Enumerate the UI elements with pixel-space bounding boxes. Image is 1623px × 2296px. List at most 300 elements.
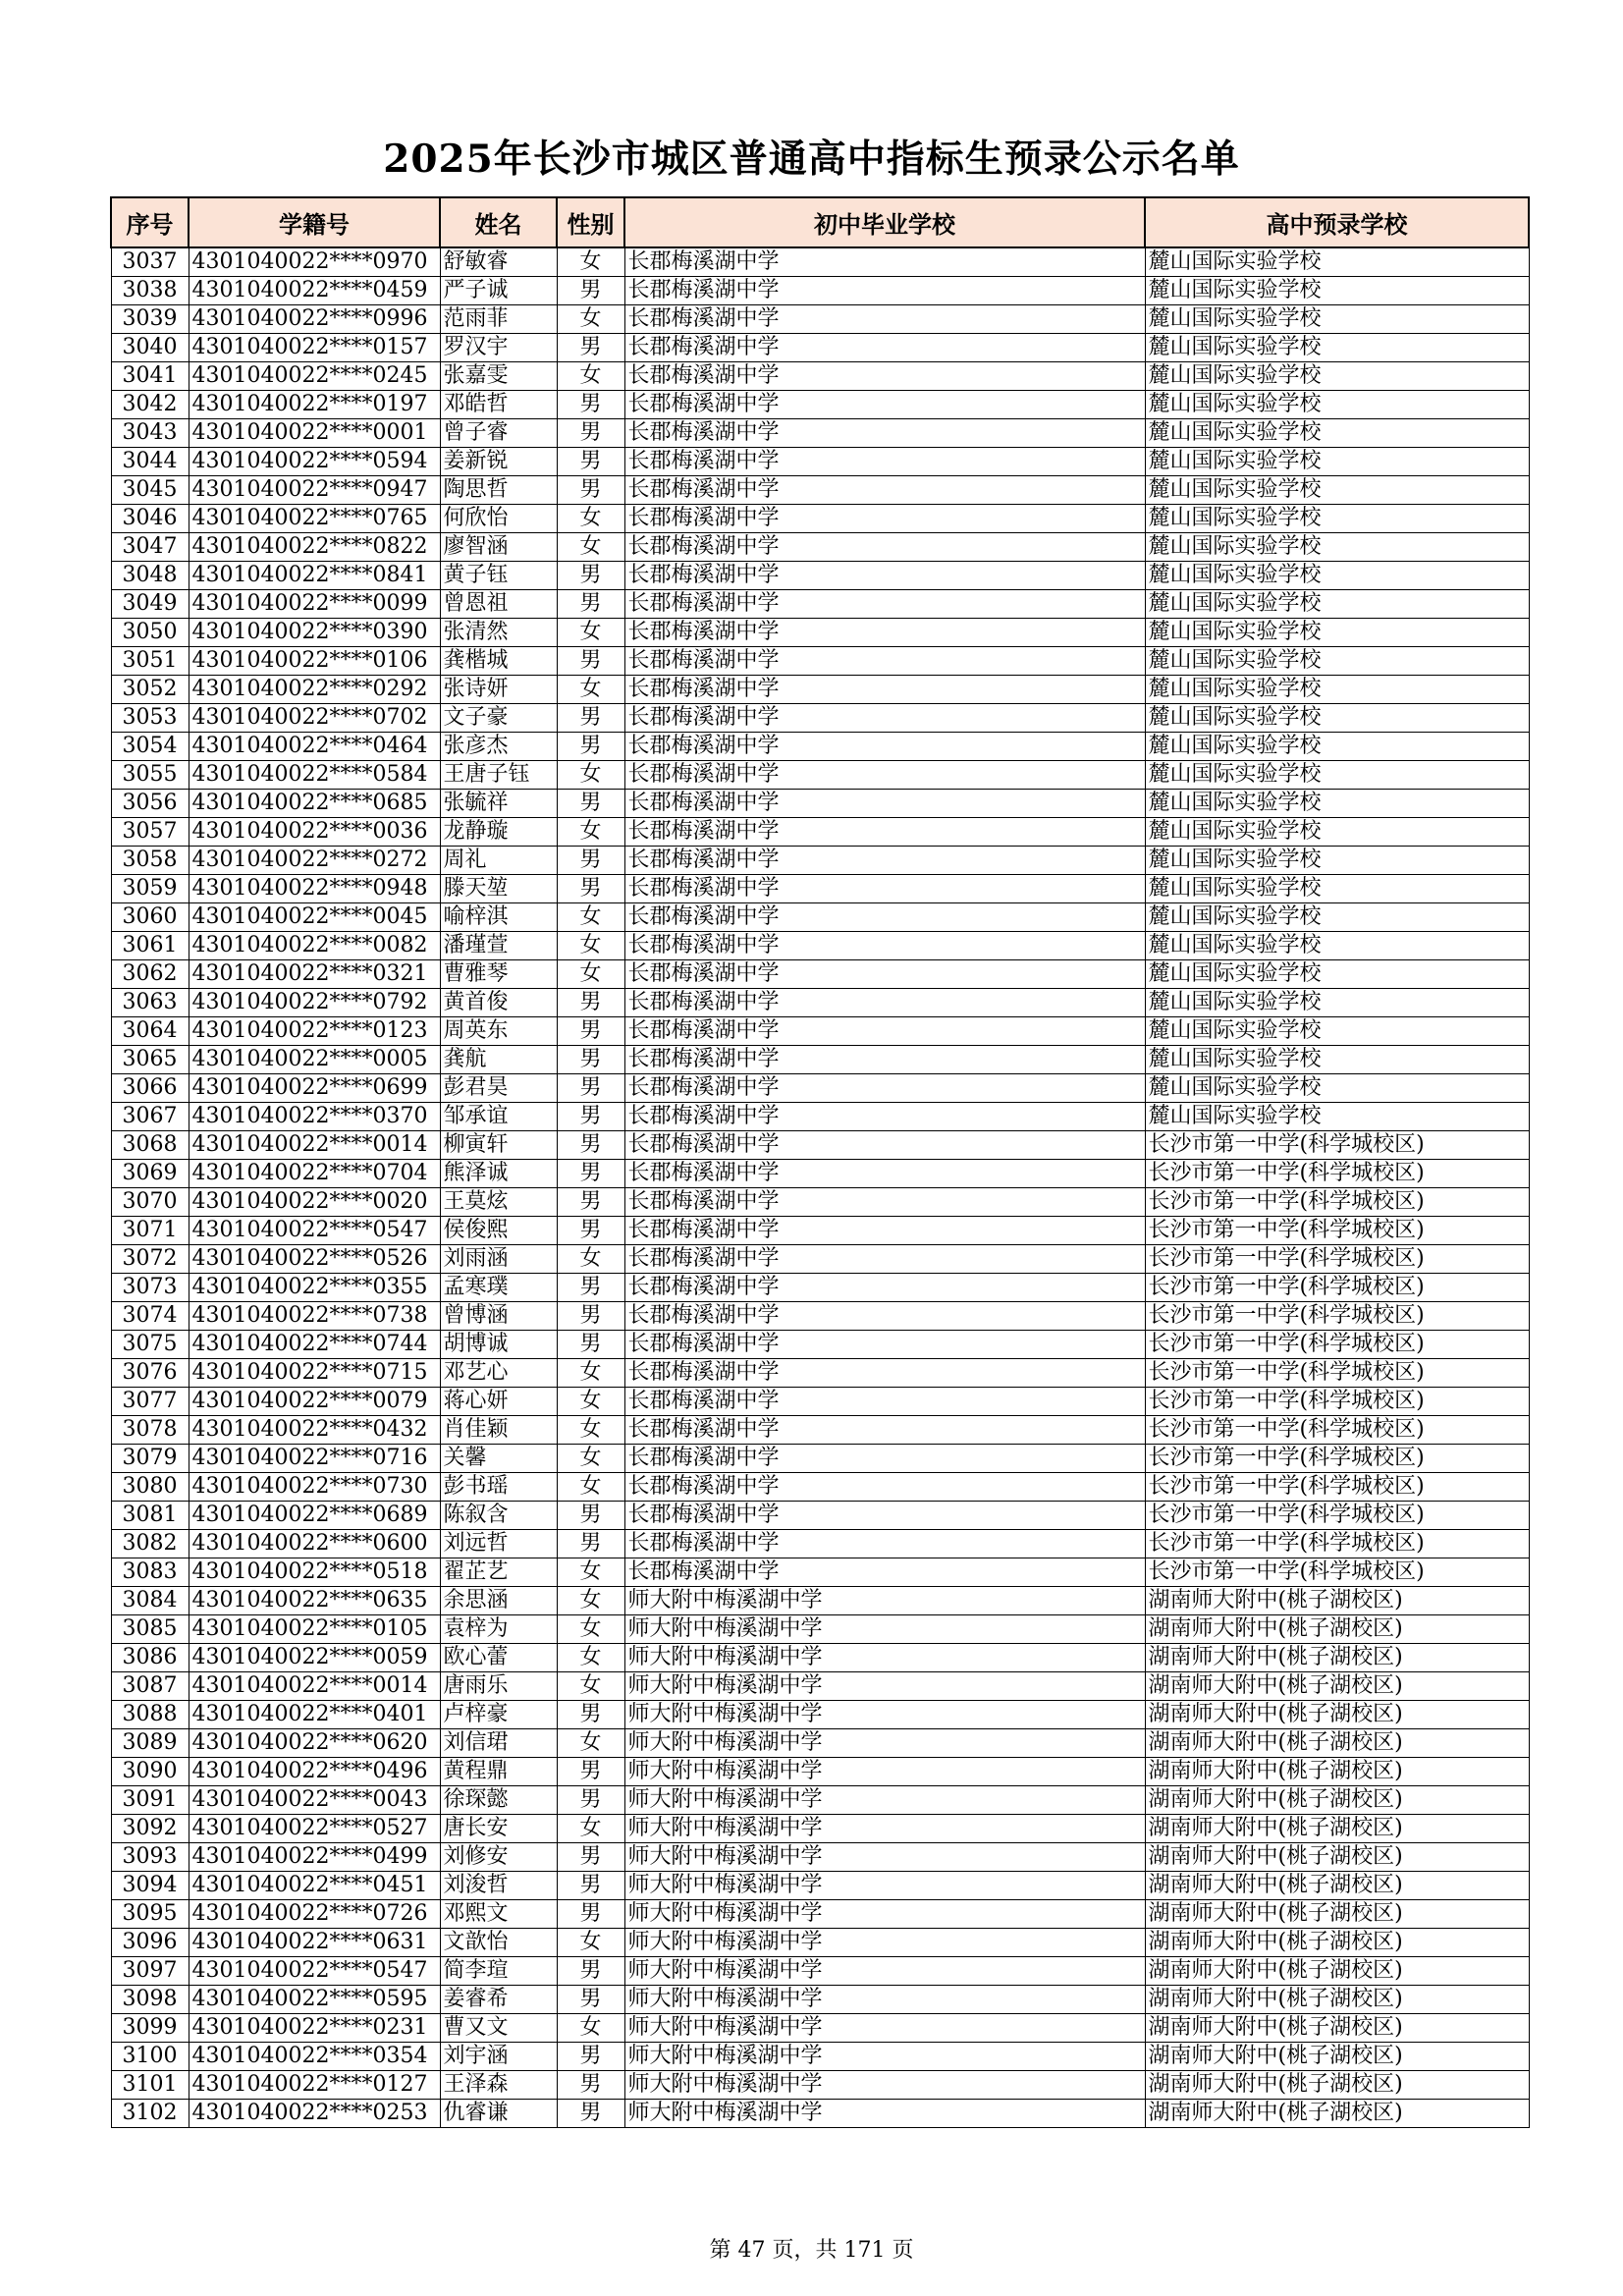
cell-seq: 3059 bbox=[111, 875, 189, 903]
cell-seq: 3042 bbox=[111, 391, 189, 419]
cell-gender: 女 bbox=[557, 1729, 624, 1758]
cell-junior-school: 长郡梅溪湖中学 bbox=[624, 1473, 1145, 1502]
cell-gender: 女 bbox=[557, 1245, 624, 1274]
cell-gender: 男 bbox=[557, 2100, 624, 2128]
cell-senior-school: 麓山国际实验学校 bbox=[1145, 391, 1529, 419]
cell-gender: 男 bbox=[557, 647, 624, 676]
cell-junior-school: 长郡梅溪湖中学 bbox=[624, 1558, 1145, 1587]
cell-gender: 男 bbox=[557, 1046, 624, 1074]
cell-name: 蒋心妍 bbox=[440, 1388, 557, 1416]
cell-junior-school: 师大附中梅溪湖中学 bbox=[624, 1815, 1145, 1843]
cell-name: 关馨 bbox=[440, 1445, 557, 1473]
cell-name: 翟芷艺 bbox=[440, 1558, 557, 1587]
cell-name: 罗汉宇 bbox=[440, 334, 557, 362]
cell-student-id: 4301040022****0123 bbox=[189, 1017, 440, 1046]
cell-seq: 3091 bbox=[111, 1786, 189, 1815]
cell-junior-school: 长郡梅溪湖中学 bbox=[624, 761, 1145, 790]
cell-name: 周英东 bbox=[440, 1017, 557, 1046]
table-row bbox=[111, 1074, 1529, 1103]
cell-student-id: 4301040022****0496 bbox=[189, 1758, 440, 1786]
cell-student-id: 4301040022****0292 bbox=[189, 676, 440, 704]
cell-junior-school: 长郡梅溪湖中学 bbox=[624, 875, 1145, 903]
cell-name: 刘浚哲 bbox=[440, 1872, 557, 1900]
cell-senior-school: 湖南师大附中(桃子湖校区) bbox=[1145, 1701, 1529, 1729]
cell-seq: 3075 bbox=[111, 1331, 189, 1359]
cell-senior-school: 湖南师大附中(桃子湖校区) bbox=[1145, 1587, 1529, 1615]
cell-seq: 3092 bbox=[111, 1815, 189, 1843]
cell-gender: 男 bbox=[557, 1017, 624, 1046]
cell-seq: 3094 bbox=[111, 1872, 189, 1900]
header-gender: 性别 bbox=[557, 197, 624, 247]
cell-junior-school: 长郡梅溪湖中学 bbox=[624, 1274, 1145, 1302]
cell-gender: 男 bbox=[557, 1103, 624, 1131]
cell-seq: 3051 bbox=[111, 647, 189, 676]
table-row bbox=[111, 1359, 1529, 1388]
cell-name: 刘雨涵 bbox=[440, 1245, 557, 1274]
cell-junior-school: 师大附中梅溪湖中学 bbox=[624, 1672, 1145, 1701]
cell-senior-school: 长沙市第一中学(科学城校区) bbox=[1145, 1530, 1529, 1558]
cell-junior-school: 长郡梅溪湖中学 bbox=[624, 790, 1145, 818]
cell-senior-school: 湖南师大附中(桃子湖校区) bbox=[1145, 1672, 1529, 1701]
cell-senior-school: 湖南师大附中(桃子湖校区) bbox=[1145, 1986, 1529, 2014]
cell-junior-school: 长郡梅溪湖中学 bbox=[624, 647, 1145, 676]
cell-senior-school: 麓山国际实验学校 bbox=[1145, 334, 1529, 362]
cell-gender: 女 bbox=[557, 676, 624, 704]
cell-student-id: 4301040022****0792 bbox=[189, 989, 440, 1017]
cell-gender: 女 bbox=[557, 1929, 624, 1957]
cell-student-id: 4301040022****0014 bbox=[189, 1672, 440, 1701]
cell-gender: 女 bbox=[557, 2014, 624, 2043]
cell-gender: 男 bbox=[557, 1758, 624, 1786]
cell-senior-school: 麓山国际实验学校 bbox=[1145, 247, 1529, 277]
cell-senior-school: 长沙市第一中学(科学城校区) bbox=[1145, 1473, 1529, 1502]
cell-name: 邹承谊 bbox=[440, 1103, 557, 1131]
cell-seq: 3073 bbox=[111, 1274, 189, 1302]
cell-name: 刘信珺 bbox=[440, 1729, 557, 1758]
cell-junior-school: 长郡梅溪湖中学 bbox=[624, 562, 1145, 590]
cell-seq: 3071 bbox=[111, 1217, 189, 1245]
cell-student-id: 4301040022****0045 bbox=[189, 903, 440, 932]
cell-seq: 3039 bbox=[111, 305, 189, 334]
cell-name: 胡博诚 bbox=[440, 1331, 557, 1359]
cell-senior-school: 湖南师大附中(桃子湖校区) bbox=[1145, 1929, 1529, 1957]
cell-senior-school: 麓山国际实验学校 bbox=[1145, 733, 1529, 761]
cell-seq: 3060 bbox=[111, 903, 189, 932]
cell-junior-school: 师大附中梅溪湖中学 bbox=[624, 2043, 1145, 2071]
admission-table bbox=[110, 196, 1530, 2128]
cell-gender: 女 bbox=[557, 1615, 624, 1644]
table-row bbox=[111, 1729, 1529, 1758]
cell-name: 文子豪 bbox=[440, 704, 557, 733]
cell-senior-school: 湖南师大附中(桃子湖校区) bbox=[1145, 2043, 1529, 2071]
cell-junior-school: 长郡梅溪湖中学 bbox=[624, 1046, 1145, 1074]
table-row bbox=[111, 1473, 1529, 1502]
cell-seq: 3050 bbox=[111, 619, 189, 647]
cell-senior-school: 麓山国际实验学校 bbox=[1145, 704, 1529, 733]
cell-gender: 男 bbox=[557, 391, 624, 419]
cell-name: 唐雨乐 bbox=[440, 1672, 557, 1701]
cell-name: 王泽森 bbox=[440, 2071, 557, 2100]
cell-gender: 男 bbox=[557, 1786, 624, 1815]
cell-name: 刘修安 bbox=[440, 1843, 557, 1872]
cell-student-id: 4301040022****0547 bbox=[189, 1217, 440, 1245]
cell-name: 姜新锐 bbox=[440, 448, 557, 476]
cell-junior-school: 长郡梅溪湖中学 bbox=[624, 676, 1145, 704]
table-body bbox=[111, 247, 1529, 2128]
cell-name: 侯俊熙 bbox=[440, 1217, 557, 1245]
cell-student-id: 4301040022****0059 bbox=[189, 1644, 440, 1672]
page-footer: 第 47 页，共 171 页 bbox=[709, 2238, 914, 2263]
cell-junior-school: 长郡梅溪湖中学 bbox=[624, 1103, 1145, 1131]
table-row bbox=[111, 1701, 1529, 1729]
cell-senior-school: 麓山国际实验学校 bbox=[1145, 619, 1529, 647]
cell-junior-school: 长郡梅溪湖中学 bbox=[624, 277, 1145, 305]
cell-seq: 3053 bbox=[111, 704, 189, 733]
cell-seq: 3043 bbox=[111, 419, 189, 448]
cell-senior-school: 长沙市第一中学(科学城校区) bbox=[1145, 1445, 1529, 1473]
table-row bbox=[111, 247, 1529, 277]
cell-gender: 女 bbox=[557, 960, 624, 989]
cell-seq: 3077 bbox=[111, 1388, 189, 1416]
table-row bbox=[111, 1843, 1529, 1872]
table-row bbox=[111, 1502, 1529, 1530]
cell-gender: 男 bbox=[557, 1131, 624, 1160]
cell-senior-school: 麓山国际实验学校 bbox=[1145, 847, 1529, 875]
cell-junior-school: 师大附中梅溪湖中学 bbox=[624, 1644, 1145, 1672]
table-row bbox=[111, 334, 1529, 362]
cell-seq: 3088 bbox=[111, 1701, 189, 1729]
cell-seq: 3048 bbox=[111, 562, 189, 590]
cell-seq: 3083 bbox=[111, 1558, 189, 1587]
cell-junior-school: 长郡梅溪湖中学 bbox=[624, 448, 1145, 476]
cell-student-id: 4301040022****0272 bbox=[189, 847, 440, 875]
cell-name: 余思涵 bbox=[440, 1587, 557, 1615]
table-row bbox=[111, 505, 1529, 533]
table-row bbox=[111, 1986, 1529, 2014]
table-row bbox=[111, 1245, 1529, 1274]
cell-gender: 女 bbox=[557, 1388, 624, 1416]
table-row bbox=[111, 1672, 1529, 1701]
cell-name: 彭君昊 bbox=[440, 1074, 557, 1103]
cell-student-id: 4301040022****0401 bbox=[189, 1701, 440, 1729]
cell-senior-school: 麓山国际实验学校 bbox=[1145, 790, 1529, 818]
cell-senior-school: 麓山国际实验学校 bbox=[1145, 761, 1529, 790]
cell-gender: 女 bbox=[557, 1558, 624, 1587]
table-row bbox=[111, 1872, 1529, 1900]
cell-gender: 男 bbox=[557, 562, 624, 590]
cell-seq: 3067 bbox=[111, 1103, 189, 1131]
cell-senior-school: 麓山国际实验学校 bbox=[1145, 1046, 1529, 1074]
cell-name: 张清然 bbox=[440, 619, 557, 647]
cell-junior-school: 师大附中梅溪湖中学 bbox=[624, 1929, 1145, 1957]
cell-name: 张彦杰 bbox=[440, 733, 557, 761]
cell-name: 潘瑾萱 bbox=[440, 932, 557, 960]
cell-senior-school: 麓山国际实验学校 bbox=[1145, 818, 1529, 847]
cell-student-id: 4301040022****0459 bbox=[189, 277, 440, 305]
cell-gender: 女 bbox=[557, 1416, 624, 1445]
cell-name: 文歆怡 bbox=[440, 1929, 557, 1957]
table-row bbox=[111, 1046, 1529, 1074]
cell-junior-school: 长郡梅溪湖中学 bbox=[624, 247, 1145, 277]
cell-seq: 3069 bbox=[111, 1160, 189, 1188]
cell-student-id: 4301040022****0600 bbox=[189, 1530, 440, 1558]
cell-senior-school: 麓山国际实验学校 bbox=[1145, 932, 1529, 960]
table-row bbox=[111, 733, 1529, 761]
cell-name: 邓艺心 bbox=[440, 1359, 557, 1388]
cell-gender: 女 bbox=[557, 818, 624, 847]
cell-name: 刘宇涵 bbox=[440, 2043, 557, 2071]
cell-junior-school: 师大附中梅溪湖中学 bbox=[624, 2014, 1145, 2043]
cell-student-id: 4301040022****0354 bbox=[189, 2043, 440, 2071]
cell-senior-school: 长沙市第一中学(科学城校区) bbox=[1145, 1188, 1529, 1217]
cell-senior-school: 长沙市第一中学(科学城校区) bbox=[1145, 1331, 1529, 1359]
cell-senior-school: 湖南师大附中(桃子湖校区) bbox=[1145, 1786, 1529, 1815]
table-row bbox=[111, 1274, 1529, 1302]
cell-name: 廖智涵 bbox=[440, 533, 557, 562]
table-row bbox=[111, 2043, 1529, 2071]
table-row bbox=[111, 277, 1529, 305]
cell-seq: 3046 bbox=[111, 505, 189, 533]
table-row bbox=[111, 448, 1529, 476]
cell-senior-school: 湖南师大附中(桃子湖校区) bbox=[1145, 1957, 1529, 1986]
cell-name: 曹又文 bbox=[440, 2014, 557, 2043]
cell-student-id: 4301040022****0001 bbox=[189, 419, 440, 448]
cell-junior-school: 长郡梅溪湖中学 bbox=[624, 362, 1145, 391]
cell-junior-school: 长郡梅溪湖中学 bbox=[624, 989, 1145, 1017]
cell-senior-school: 麓山国际实验学校 bbox=[1145, 1017, 1529, 1046]
table-row bbox=[111, 1445, 1529, 1473]
cell-junior-school: 长郡梅溪湖中学 bbox=[624, 932, 1145, 960]
cell-student-id: 4301040022****0689 bbox=[189, 1502, 440, 1530]
cell-seq: 3082 bbox=[111, 1530, 189, 1558]
table-row bbox=[111, 1558, 1529, 1587]
cell-seq: 3097 bbox=[111, 1957, 189, 1986]
cell-junior-school: 师大附中梅溪湖中学 bbox=[624, 1786, 1145, 1815]
table-row bbox=[111, 790, 1529, 818]
table-row bbox=[111, 1188, 1529, 1217]
cell-student-id: 4301040022****0584 bbox=[189, 761, 440, 790]
cell-junior-school: 长郡梅溪湖中学 bbox=[624, 818, 1145, 847]
table-row bbox=[111, 362, 1529, 391]
cell-gender: 女 bbox=[557, 1587, 624, 1615]
cell-gender: 男 bbox=[557, 1900, 624, 1929]
cell-senior-school: 麓山国际实验学校 bbox=[1145, 647, 1529, 676]
cell-student-id: 4301040022****0253 bbox=[189, 2100, 440, 2128]
page-title: 2025年长沙市城区普通高中指标生预录公示名单 bbox=[383, 137, 1240, 182]
cell-seq: 3086 bbox=[111, 1644, 189, 1672]
cell-junior-school: 长郡梅溪湖中学 bbox=[624, 619, 1145, 647]
cell-student-id: 4301040022****0014 bbox=[189, 1131, 440, 1160]
cell-junior-school: 长郡梅溪湖中学 bbox=[624, 1160, 1145, 1188]
cell-name: 周礼 bbox=[440, 847, 557, 875]
cell-senior-school: 湖南师大附中(桃子湖校区) bbox=[1145, 2071, 1529, 2100]
cell-gender: 男 bbox=[557, 790, 624, 818]
cell-name: 何欣怡 bbox=[440, 505, 557, 533]
cell-junior-school: 师大附中梅溪湖中学 bbox=[624, 1615, 1145, 1644]
cell-student-id: 4301040022****0738 bbox=[189, 1302, 440, 1331]
cell-student-id: 4301040022****0526 bbox=[189, 1245, 440, 1274]
cell-gender: 男 bbox=[557, 2043, 624, 2071]
cell-gender: 女 bbox=[557, 619, 624, 647]
cell-senior-school: 湖南师大附中(桃子湖校区) bbox=[1145, 1729, 1529, 1758]
cell-name: 曾恩祖 bbox=[440, 590, 557, 619]
table-row bbox=[111, 1615, 1529, 1644]
cell-gender: 男 bbox=[557, 1701, 624, 1729]
cell-student-id: 4301040022****0005 bbox=[189, 1046, 440, 1074]
cell-senior-school: 麓山国际实验学校 bbox=[1145, 903, 1529, 932]
cell-gender: 男 bbox=[557, 1872, 624, 1900]
cell-name: 黄首俊 bbox=[440, 989, 557, 1017]
cell-name: 柳寅轩 bbox=[440, 1131, 557, 1160]
cell-senior-school: 麓山国际实验学校 bbox=[1145, 305, 1529, 334]
cell-junior-school: 师大附中梅溪湖中学 bbox=[624, 1900, 1145, 1929]
cell-student-id: 4301040022****0822 bbox=[189, 533, 440, 562]
cell-gender: 女 bbox=[557, 505, 624, 533]
cell-student-id: 4301040022****0547 bbox=[189, 1957, 440, 1986]
cell-student-id: 4301040022****0699 bbox=[189, 1074, 440, 1103]
table-row bbox=[111, 419, 1529, 448]
cell-student-id: 4301040022****0527 bbox=[189, 1815, 440, 1843]
cell-senior-school: 麓山国际实验学校 bbox=[1145, 875, 1529, 903]
cell-junior-school: 长郡梅溪湖中学 bbox=[624, 903, 1145, 932]
cell-seq: 3078 bbox=[111, 1416, 189, 1445]
cell-student-id: 4301040022****0079 bbox=[189, 1388, 440, 1416]
cell-junior-school: 师大附中梅溪湖中学 bbox=[624, 1957, 1145, 1986]
cell-junior-school: 师大附中梅溪湖中学 bbox=[624, 1758, 1145, 1786]
cell-seq: 3049 bbox=[111, 590, 189, 619]
cell-seq: 3041 bbox=[111, 362, 189, 391]
table-row bbox=[111, 1758, 1529, 1786]
cell-student-id: 4301040022****0744 bbox=[189, 1331, 440, 1359]
cell-senior-school: 长沙市第一中学(科学城校区) bbox=[1145, 1274, 1529, 1302]
cell-student-id: 4301040022****0355 bbox=[189, 1274, 440, 1302]
cell-student-id: 4301040022****0499 bbox=[189, 1843, 440, 1872]
table-row bbox=[111, 590, 1529, 619]
cell-name: 卢梓豪 bbox=[440, 1701, 557, 1729]
cell-seq: 3054 bbox=[111, 733, 189, 761]
header-junior-school: 初中毕业学校 bbox=[624, 197, 1145, 247]
cell-seq: 3063 bbox=[111, 989, 189, 1017]
cell-name: 姜睿希 bbox=[440, 1986, 557, 2014]
cell-student-id: 4301040022****0631 bbox=[189, 1929, 440, 1957]
header-seq: 序号 bbox=[111, 197, 189, 247]
cell-gender: 男 bbox=[557, 847, 624, 875]
table-row bbox=[111, 562, 1529, 590]
cell-student-id: 4301040022****0595 bbox=[189, 1986, 440, 2014]
cell-seq: 3099 bbox=[111, 2014, 189, 2043]
cell-gender: 女 bbox=[557, 1445, 624, 1473]
cell-name: 喻梓淇 bbox=[440, 903, 557, 932]
cell-senior-school: 麓山国际实验学校 bbox=[1145, 362, 1529, 391]
cell-junior-school: 长郡梅溪湖中学 bbox=[624, 1502, 1145, 1530]
cell-name: 张嘉雯 bbox=[440, 362, 557, 391]
cell-gender: 男 bbox=[557, 590, 624, 619]
cell-junior-school: 长郡梅溪湖中学 bbox=[624, 419, 1145, 448]
cell-name: 严子诚 bbox=[440, 277, 557, 305]
cell-name: 徐琛懿 bbox=[440, 1786, 557, 1815]
cell-student-id: 4301040022****0231 bbox=[189, 2014, 440, 2043]
table-header-row bbox=[111, 197, 1529, 247]
cell-seq: 3061 bbox=[111, 932, 189, 960]
table-row bbox=[111, 761, 1529, 790]
table-row bbox=[111, 1644, 1529, 1672]
cell-gender: 男 bbox=[557, 2071, 624, 2100]
cell-gender: 男 bbox=[557, 733, 624, 761]
cell-gender: 男 bbox=[557, 1843, 624, 1872]
cell-gender: 男 bbox=[557, 334, 624, 362]
cell-senior-school: 长沙市第一中学(科学城校区) bbox=[1145, 1217, 1529, 1245]
cell-senior-school: 麓山国际实验学校 bbox=[1145, 533, 1529, 562]
cell-senior-school: 长沙市第一中学(科学城校区) bbox=[1145, 1131, 1529, 1160]
cell-student-id: 4301040022****0594 bbox=[189, 448, 440, 476]
table-row bbox=[111, 818, 1529, 847]
cell-gender: 女 bbox=[557, 1359, 624, 1388]
cell-seq: 3037 bbox=[111, 247, 189, 277]
cell-student-id: 4301040022****0127 bbox=[189, 2071, 440, 2100]
cell-gender: 男 bbox=[557, 1331, 624, 1359]
cell-name: 唐长安 bbox=[440, 1815, 557, 1843]
cell-seq: 3045 bbox=[111, 476, 189, 505]
cell-gender: 女 bbox=[557, 761, 624, 790]
cell-senior-school: 湖南师大附中(桃子湖校区) bbox=[1145, 1758, 1529, 1786]
cell-seq: 3102 bbox=[111, 2100, 189, 2128]
cell-student-id: 4301040022****0730 bbox=[189, 1473, 440, 1502]
cell-gender: 男 bbox=[557, 448, 624, 476]
cell-seq: 3044 bbox=[111, 448, 189, 476]
cell-junior-school: 长郡梅溪湖中学 bbox=[624, 1217, 1145, 1245]
cell-senior-school: 麓山国际实验学校 bbox=[1145, 562, 1529, 590]
cell-senior-school: 湖南师大附中(桃子湖校区) bbox=[1145, 1644, 1529, 1672]
cell-student-id: 4301040022****0704 bbox=[189, 1160, 440, 1188]
cell-seq: 3100 bbox=[111, 2043, 189, 2071]
cell-senior-school: 湖南师大附中(桃子湖校区) bbox=[1145, 1900, 1529, 1929]
table-row bbox=[111, 1388, 1529, 1416]
cell-junior-school: 长郡梅溪湖中学 bbox=[624, 1359, 1145, 1388]
cell-student-id: 4301040022****0716 bbox=[189, 1445, 440, 1473]
cell-junior-school: 长郡梅溪湖中学 bbox=[624, 1331, 1145, 1359]
cell-name: 欧心蕾 bbox=[440, 1644, 557, 1672]
cell-name: 龚楷城 bbox=[440, 647, 557, 676]
cell-name: 邓熙文 bbox=[440, 1900, 557, 1929]
cell-junior-school: 长郡梅溪湖中学 bbox=[624, 1530, 1145, 1558]
cell-senior-school: 麓山国际实验学校 bbox=[1145, 1103, 1529, 1131]
cell-name: 范雨菲 bbox=[440, 305, 557, 334]
cell-gender: 男 bbox=[557, 419, 624, 448]
header-name: 姓名 bbox=[440, 197, 557, 247]
table-row bbox=[111, 1929, 1529, 1957]
cell-senior-school: 麓山国际实验学校 bbox=[1145, 419, 1529, 448]
cell-senior-school: 麓山国际实验学校 bbox=[1145, 1074, 1529, 1103]
table-row bbox=[111, 1302, 1529, 1331]
cell-gender: 男 bbox=[557, 277, 624, 305]
cell-student-id: 4301040022****0197 bbox=[189, 391, 440, 419]
cell-gender: 男 bbox=[557, 875, 624, 903]
cell-junior-school: 长郡梅溪湖中学 bbox=[624, 590, 1145, 619]
cell-student-id: 4301040022****0105 bbox=[189, 1615, 440, 1644]
cell-student-id: 4301040022****0099 bbox=[189, 590, 440, 619]
cell-gender: 女 bbox=[557, 1473, 624, 1502]
cell-name: 张毓祥 bbox=[440, 790, 557, 818]
cell-senior-school: 湖南师大附中(桃子湖校区) bbox=[1145, 1615, 1529, 1644]
cell-senior-school: 长沙市第一中学(科学城校区) bbox=[1145, 1558, 1529, 1587]
cell-junior-school: 师大附中梅溪湖中学 bbox=[624, 1587, 1145, 1615]
cell-seq: 3080 bbox=[111, 1473, 189, 1502]
cell-gender: 男 bbox=[557, 989, 624, 1017]
cell-junior-school: 师大附中梅溪湖中学 bbox=[624, 1701, 1145, 1729]
cell-gender: 女 bbox=[557, 1815, 624, 1843]
header-senior-school: 高中预录学校 bbox=[1145, 197, 1529, 247]
cell-gender: 男 bbox=[557, 1530, 624, 1558]
